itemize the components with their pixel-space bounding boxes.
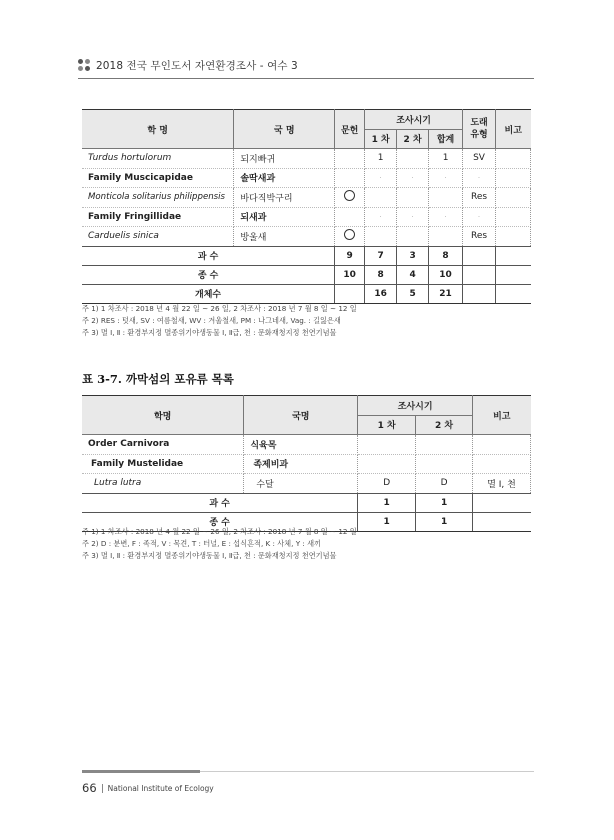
table-row — [82, 474, 531, 494]
col-header-status-line2: 유형 — [470, 130, 488, 140]
bird-list-table — [82, 109, 531, 304]
cell-sci: Lutra lutra — [82, 474, 244, 494]
summary-label: 종 수 — [82, 512, 358, 531]
cell-kor: 되새과 — [234, 207, 335, 227]
cell-note — [473, 435, 531, 455]
col-header-first: 1 차 — [358, 415, 416, 435]
cell-lit — [335, 168, 365, 188]
cell-total: · — [429, 168, 463, 188]
table-row — [82, 207, 531, 227]
cell-second: D — [416, 474, 473, 494]
summary-second: 4 — [397, 265, 429, 284]
cell-second — [416, 435, 473, 455]
col-header-sci: 학명 — [82, 396, 244, 435]
cell-kor: 솔딱새과 — [234, 168, 335, 188]
cell-note — [496, 188, 531, 208]
footer-rule — [200, 771, 534, 772]
footer-separator — [102, 784, 103, 793]
cell-second — [416, 454, 473, 474]
col-header-note: 비고 — [496, 110, 531, 149]
cell-status: SV — [463, 149, 496, 169]
summary-first: 1 — [358, 512, 416, 531]
page-footer — [82, 781, 214, 795]
cell-sci: Family Fringillidae — [82, 207, 234, 227]
footer-accent-bar — [82, 770, 200, 773]
summary-first: 8 — [365, 265, 397, 284]
cell-note: 멸 Ⅰ, 천 — [473, 474, 531, 494]
cell-sci: Family Muscicapidae — [82, 168, 234, 188]
cell-first — [358, 435, 416, 455]
cell-first: D — [358, 474, 416, 494]
cell-first — [365, 188, 397, 208]
literature-record-circle-icon — [344, 229, 355, 240]
table-row — [82, 168, 531, 188]
cell-note — [496, 207, 531, 227]
cell-first: · — [365, 168, 397, 188]
summary-status — [463, 265, 496, 284]
header-rule — [78, 78, 534, 79]
cell-sci: Monticola solitarius philippensis — [82, 188, 234, 208]
cell-first: 1 — [365, 149, 397, 169]
cell-second — [397, 149, 429, 169]
cell-sci: Order Carnivora — [82, 435, 244, 455]
summary-status — [463, 246, 496, 265]
cell-status: Res — [463, 188, 496, 208]
summary-total: 21 — [429, 284, 463, 303]
col-header-status — [463, 110, 496, 149]
summary-second: 5 — [397, 284, 429, 303]
col-header-total: 합계 — [429, 129, 463, 149]
col-header-second: 2 차 — [416, 415, 473, 435]
cell-total: · — [429, 207, 463, 227]
summary-row-individuals — [82, 284, 531, 303]
cell-kor: 되지빠귀 — [234, 149, 335, 169]
col-header-kor: 국 명 — [234, 110, 335, 149]
cell-first: · — [365, 207, 397, 227]
table-header-row — [82, 396, 531, 416]
footnote: 주 3) 멸 Ⅰ, Ⅱ : 환경부지정 멸종위기야생동물 Ⅰ, Ⅱ급, 천 : 문화재청지정 천연기념물 — [82, 328, 337, 338]
cell-lit — [335, 227, 365, 247]
cell-sci: Family Mustelidae — [82, 454, 244, 474]
summary-second: 1 — [416, 512, 473, 531]
cell-status: Res — [463, 227, 496, 247]
footnote: 주 2) D : 분변, F : 족적, V : 목견, T : 터널, E : 섭식흔적, K : 사체, Y : 새끼 — [82, 539, 321, 549]
summary-row-species — [82, 265, 531, 284]
table1-footnotes — [82, 303, 357, 340]
summary-label: 과 수 — [82, 493, 358, 512]
table-row — [82, 188, 531, 208]
summary-lit: 10 — [335, 265, 365, 284]
cell-status: · — [463, 207, 496, 227]
col-header-note: 비고 — [473, 396, 531, 435]
cell-total: 1 — [429, 149, 463, 169]
cell-note — [496, 149, 531, 169]
cell-note — [473, 454, 531, 474]
col-header-status-line1: 도래 — [470, 118, 488, 128]
header-dots-icon — [78, 59, 90, 71]
cell-lit — [335, 149, 365, 169]
summary-first: 1 — [358, 493, 416, 512]
summary-label: 개체수 — [82, 284, 335, 303]
footnote: 주 1) 1 차조사 : 2018 년 4 월 22 일 ~ 26 일, 2 차조사 : 2018 년 7 월 8 일 ~ 12 일 — [82, 304, 357, 313]
cell-lit — [335, 188, 365, 208]
summary-first: 7 — [365, 246, 397, 265]
summary-note — [473, 493, 531, 512]
cell-kor: 족제비과 — [244, 454, 358, 474]
cell-note — [496, 227, 531, 247]
summary-note — [473, 512, 531, 531]
header-title: 2018 전국 무인도서 자연환경조사 - 여수 3 — [96, 59, 298, 72]
table2-caption: 표 3-7. 까막섬의 포유류 목록 — [82, 372, 234, 386]
summary-second: 1 — [416, 493, 473, 512]
cell-lit — [335, 207, 365, 227]
summary-label: 과 수 — [82, 246, 335, 265]
cell-status: · — [463, 168, 496, 188]
col-header-survey: 조사시기 — [358, 396, 473, 416]
summary-note — [496, 265, 531, 284]
cell-kor: 식육목 — [244, 435, 358, 455]
summary-note — [496, 284, 531, 303]
table-row — [82, 227, 531, 247]
cell-total — [429, 227, 463, 247]
running-header — [78, 56, 298, 74]
col-header-sci: 학 명 — [82, 110, 234, 149]
col-header-kor: 국명 — [244, 396, 358, 435]
summary-row-families — [82, 493, 531, 512]
table2-footnotes — [82, 526, 357, 563]
cell-kor: 수달 — [244, 474, 358, 494]
summary-label: 종 수 — [82, 265, 335, 284]
table-row — [82, 435, 531, 455]
summary-lit — [335, 284, 365, 303]
table-row — [82, 454, 531, 474]
footnote: 주 2) RES : 텃새, SV : 여름철새, WV : 겨울철새, PM : 나그네새, Vag. : 길잃은새 — [82, 316, 341, 326]
summary-lit: 9 — [335, 246, 365, 265]
table-row — [82, 149, 531, 169]
summary-total: 10 — [429, 265, 463, 284]
summary-first: 16 — [365, 284, 397, 303]
col-header-second: 2 차 — [397, 129, 429, 149]
cell-second: · — [397, 168, 429, 188]
footnote: 주 1) 1 차조사 : 2018 년 4 월 22 일 ~ 26 일, 2 차조사 : 2018 년 7 월 8 일 ~ 12 일 — [82, 527, 357, 536]
summary-note — [496, 246, 531, 265]
cell-second — [397, 227, 429, 247]
cell-kor: 바다직박구리 — [234, 188, 335, 208]
cell-first — [365, 227, 397, 247]
summary-status — [463, 284, 496, 303]
footnote: 주 3) 멸 Ⅰ, Ⅱ : 환경부지정 멸종위기야생동물 Ⅰ, Ⅱ급, 천 : 문화재청지정 천연기념물 — [82, 551, 337, 561]
col-header-first: 1 차 — [365, 129, 397, 149]
mammal-list-table — [82, 395, 531, 532]
page-number: 66 — [82, 781, 97, 795]
cell-kor: 방울새 — [234, 227, 335, 247]
summary-total: 8 — [429, 246, 463, 265]
cell-total — [429, 188, 463, 208]
cell-second — [397, 188, 429, 208]
summary-second: 3 — [397, 246, 429, 265]
cell-first — [358, 454, 416, 474]
cell-sci: Turdus hortulorum — [82, 149, 234, 169]
cell-note — [496, 168, 531, 188]
cell-sci: Carduelis sinica — [82, 227, 234, 247]
col-header-survey: 조사시기 — [365, 110, 463, 130]
summary-row-families — [82, 246, 531, 265]
literature-record-circle-icon — [344, 190, 355, 201]
cell-second: · — [397, 207, 429, 227]
table-header-row — [82, 110, 531, 130]
footer-org: National Institute of Ecology — [107, 783, 214, 793]
col-header-lit: 문헌 — [335, 110, 365, 149]
